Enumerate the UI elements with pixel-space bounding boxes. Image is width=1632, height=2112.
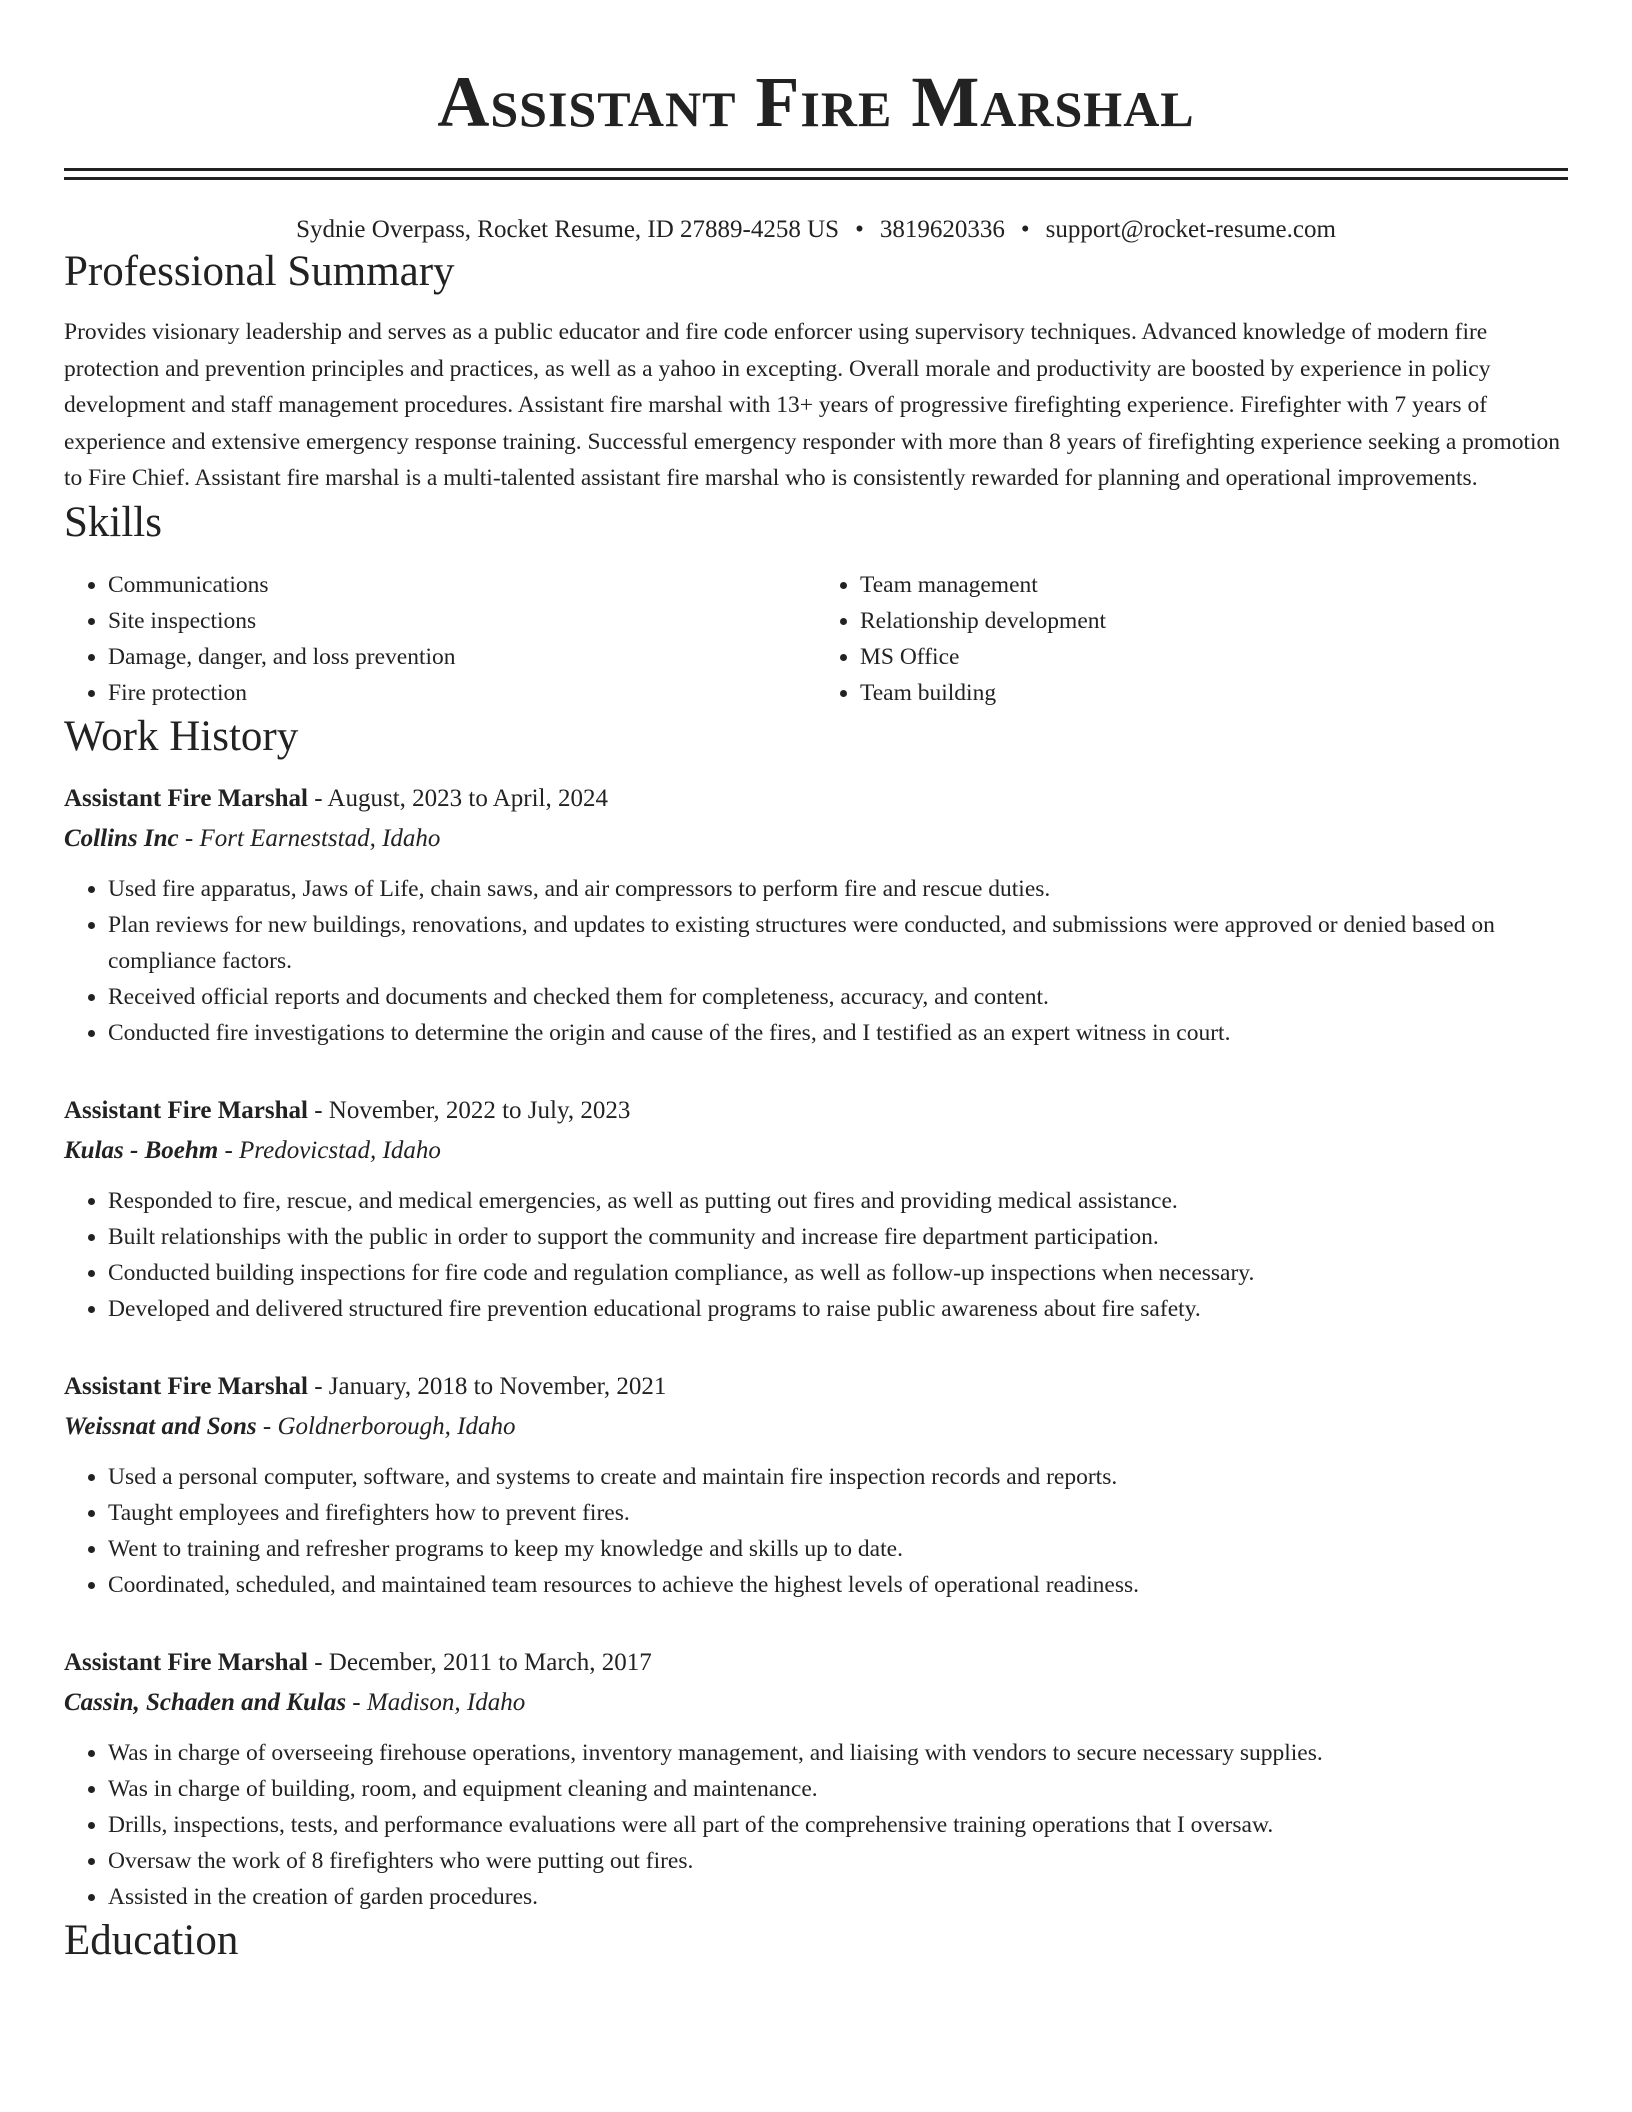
job-bullet: • Taught employees and firefighters how to prevent fires. [108, 1495, 1568, 1531]
job-location: - Madison, Idaho [346, 1688, 526, 1716]
title-double-rule [64, 168, 1568, 180]
job-company-line [64, 1133, 1568, 1169]
job-bullet: • Conducted fire investigations to determine the origin and cause of the fires, and I testified as an expert witness in court. [108, 1015, 1568, 1051]
job-title-line [64, 1369, 1568, 1405]
job-bullet: • Assisted in the creation of garden procedures. [108, 1879, 1568, 1915]
job-location: - Goldnerborough, Idaho [256, 1412, 516, 1440]
contact-address: Sydnie Overpass, Rocket Resume, ID 27889-4258 US [296, 216, 840, 243]
contact-separator: • [855, 216, 864, 243]
job-title-line [64, 1645, 1568, 1681]
job-role: Assistant Fire Marshal [64, 1372, 308, 1400]
job-company-line [64, 821, 1568, 857]
skills-list [64, 567, 1568, 711]
job-bullets [64, 1459, 1568, 1603]
job-dates: - August, 2023 to April, 2024 [307, 784, 608, 812]
skills-column-right [816, 567, 1568, 711]
job-company: Cassin, Schaden and Kulas [64, 1688, 347, 1716]
job-bullet: • Built relationships with the public in order to support the community and increase fire department participation. [108, 1219, 1568, 1255]
job-bullet: • Went to training and refresher programs to keep my knowledge and skills up to date. [108, 1531, 1568, 1567]
job-bullets [64, 871, 1568, 1051]
job-bullet: • Conducted building inspections for fire code and regulation compliance, as well as follow-up inspections when necessary. [108, 1255, 1568, 1291]
skill-item: • Site inspections [108, 603, 816, 639]
summary-text: Provides visionary leadership and serves as a public educator and fire code enforcer using supervisory techniques. Advanced knowledge of modern fire protection and prevention principles and practices, as well as a yahoo in excepting. Overall morale and productivity are boosted by experience in policy development and staff management procedures. Assistant fire marshal with 13+ years of progressive firefighting experience. Firefighter with 7 years of experience and extensive emergency response training. Successful emergency responder with more than 8 years of firefighting experience seeking a promotion to Fire Chief. Assistant fire marshal is a multi-talented assistant fire marshal who is consistently rewarded for planning and operational improvements. [64, 319, 1561, 491]
skills-heading: Skills [64, 498, 162, 546]
job-bullet: • Coordinated, scheduled, and maintained team resources to achieve the highest levels of operational readiness. [108, 1567, 1568, 1603]
job-company-line [64, 1685, 1568, 1721]
job-company: Kulas - Boehm [64, 1136, 219, 1164]
job-bullet: • Plan reviews for new buildings, renovations, and updates to existing structures were conducted, and submissions were approved or denied based on compliance factors. [108, 907, 1568, 979]
skill-item: • MS Office [860, 639, 1568, 675]
skill-item: • Fire protection [108, 675, 816, 711]
job-dates: - January, 2018 to November, 2021 [307, 1372, 667, 1400]
job-bullet: • Was in charge of building, room, and equipment cleaning and maintenance. [108, 1771, 1568, 1807]
education-heading: Education [64, 1916, 239, 1964]
resume-title: Assistant Fire Marshal [437, 62, 1195, 142]
job-company: Collins Inc [64, 824, 179, 852]
job-company: Weissnat and Sons [64, 1412, 257, 1440]
job-entry [64, 1093, 1568, 1327]
job-bullets [64, 1183, 1568, 1327]
skill-item: • Team management [860, 567, 1568, 603]
job-bullet: • Drills, inspections, tests, and performance evaluations were all part of the comprehensive training operations that I oversaw. [108, 1807, 1568, 1843]
job-bullet: • Responded to fire, rescue, and medical emergencies, as well as putting out fires and providing medical assistance. [108, 1183, 1568, 1219]
job-location: - Fort Earneststad, Idaho [178, 824, 441, 852]
job-entry [64, 1645, 1568, 1915]
job-dates: - December, 2011 to March, 2017 [307, 1648, 652, 1676]
summary-heading: Professional Summary [64, 248, 455, 295]
skill-item: • Team building [860, 675, 1568, 711]
work-history-heading: Work History [64, 712, 299, 760]
skill-item: • Communications [108, 567, 816, 603]
job-location: - Predovicstad, Idaho [218, 1136, 441, 1164]
job-bullets [64, 1735, 1568, 1915]
skill-item: • Relationship development [860, 603, 1568, 639]
job-title-line [64, 1093, 1568, 1129]
job-bullet: • Used fire apparatus, Jaws of Life, chain saws, and air compressors to perform fire and rescue duties. [108, 871, 1568, 907]
skills-column-left [64, 567, 816, 711]
job-bullet: • Used a personal computer, software, and systems to create and maintain fire inspection records and reports. [108, 1459, 1568, 1495]
contact-email: support@rocket-resume.com [1045, 216, 1336, 243]
contact-line [64, 214, 1568, 246]
job-role: Assistant Fire Marshal [64, 1096, 308, 1124]
job-entry [64, 781, 1568, 1051]
job-bullet: • Developed and delivered structured fire prevention educational programs to raise public awareness about fire safety. [108, 1291, 1568, 1327]
job-entry [64, 1369, 1568, 1603]
job-bullet: • Oversaw the work of 8 firefighters who were putting out fires. [108, 1843, 1568, 1879]
job-dates: - November, 2022 to July, 2023 [307, 1096, 631, 1124]
job-role: Assistant Fire Marshal [64, 1648, 308, 1676]
job-role: Assistant Fire Marshal [64, 784, 308, 812]
contact-separator: • [1020, 216, 1030, 243]
job-title-line [64, 781, 1568, 817]
job-bullet: • Was in charge of overseeing firehouse operations, inventory management, and liaising with vendors to secure necessary supplies. [108, 1735, 1568, 1771]
contact-phone: 3819620336 [879, 216, 1005, 243]
skill-item: • Damage, danger, and loss prevention [108, 639, 816, 675]
job-bullet: • Received official reports and documents and checked them for completeness, accuracy, and content. [108, 979, 1568, 1015]
job-company-line [64, 1409, 1568, 1445]
